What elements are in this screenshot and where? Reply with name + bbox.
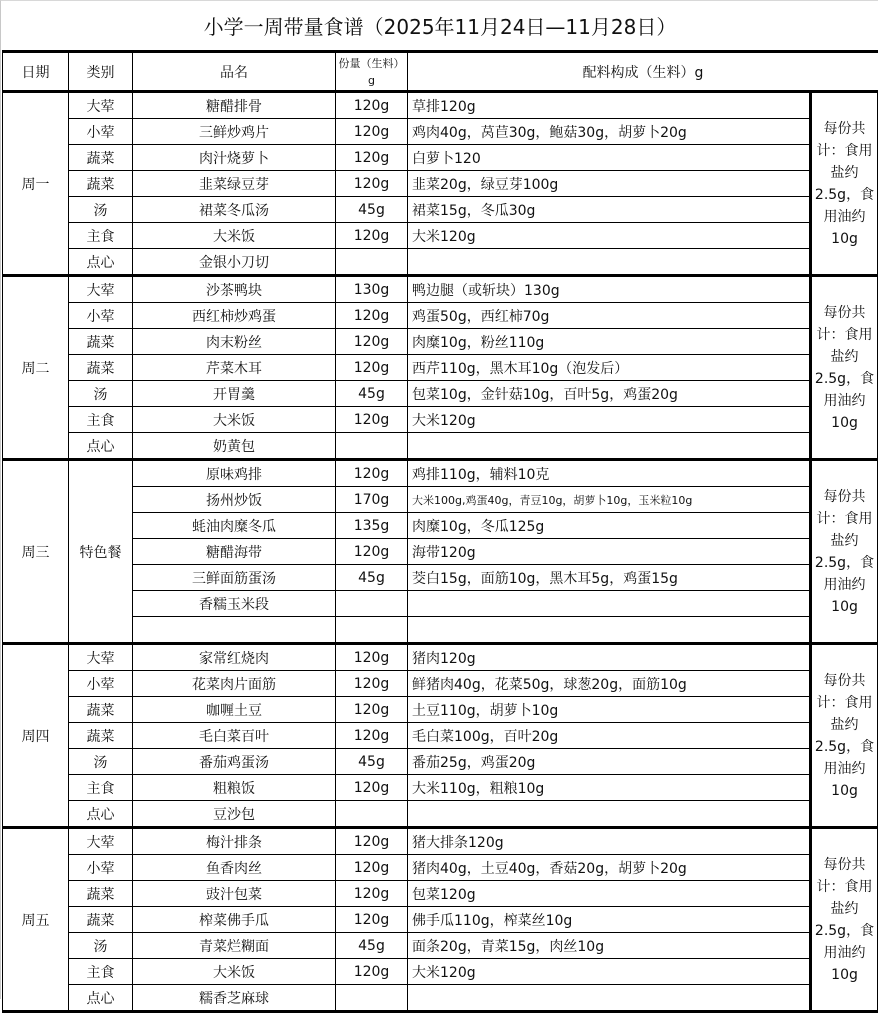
dish-cell: 扬州炒饭: [133, 487, 336, 513]
ingredients-cell: 番茄25g，鸡蛋20g: [408, 749, 811, 775]
portion-cell: 120g: [336, 119, 408, 145]
table-row: [3, 381, 878, 407]
category-cell: 小荤: [69, 671, 133, 697]
ingredients-cell: 白萝卜120: [408, 145, 811, 171]
dish-cell: 粗粮饭: [133, 775, 336, 801]
day-cell: 周五: [3, 828, 69, 1012]
ingredients-cell: 猪肉40g，土豆40g，香菇20g，胡萝卜20g: [408, 855, 811, 881]
category-cell: 大荤: [69, 92, 133, 119]
dish-cell: 裙菜冬瓜汤: [133, 197, 336, 223]
ingredients-cell: [408, 591, 811, 617]
portion-cell: 120g: [336, 775, 408, 801]
seasoning-note: 每份共计：食用盐约2.5g，食用油约10g: [811, 460, 878, 644]
ingredients-cell: 草排120g: [408, 92, 811, 119]
table-row: [3, 591, 878, 617]
table-row: [3, 197, 878, 223]
category-cell: 大荤: [69, 828, 133, 855]
dish-cell: 大米饭: [133, 959, 336, 985]
ingredients-cell: [408, 985, 811, 1012]
portion-cell: 120g: [336, 355, 408, 381]
ingredients-cell: 毛白菜100g，百叶20g: [408, 723, 811, 749]
table-row: [3, 907, 878, 933]
category-cell: 特色餐: [69, 460, 133, 644]
portion-cell: 120g: [336, 959, 408, 985]
category-cell: 点心: [69, 433, 133, 460]
header-row: [3, 52, 878, 92]
category-cell: 蔬菜: [69, 355, 133, 381]
ingredients-cell: 大米120g: [408, 959, 811, 985]
portion-cell: 120g: [336, 828, 408, 855]
dish-cell: 奶黄包: [133, 433, 336, 460]
dish-cell: 鱼香肉丝: [133, 855, 336, 881]
category-cell: 蔬菜: [69, 171, 133, 197]
dish-cell: 肉末粉丝: [133, 329, 336, 355]
portion-cell: 120g: [336, 171, 408, 197]
dish-cell: 青菜烂糊面: [133, 933, 336, 959]
portion-cell: 120g: [336, 407, 408, 433]
day-cell: 周一: [3, 92, 69, 276]
category-cell: 蔬菜: [69, 881, 133, 907]
portion-cell: 120g: [336, 671, 408, 697]
portion-cell: [336, 591, 408, 617]
dish-cell: 芹菜木耳: [133, 355, 336, 381]
day-cell: 周四: [3, 644, 69, 828]
dish-cell: 糯香芝麻球: [133, 985, 336, 1012]
portion-cell: 120g: [336, 539, 408, 565]
portion-cell: 45g: [336, 565, 408, 591]
category-cell: 点心: [69, 985, 133, 1012]
dish-cell: 原味鸡排: [133, 460, 336, 487]
table-row: [3, 460, 878, 487]
ingredients-cell: 猪肉120g: [408, 644, 811, 671]
table-row: [3, 433, 878, 460]
ingredients-cell: 西芹110g，黑木耳10g（泡发后）: [408, 355, 811, 381]
table-row: [3, 855, 878, 881]
ingredients-cell: [408, 617, 811, 644]
dish-cell: 三鲜炒鸡片: [133, 119, 336, 145]
seasoning-note: 每份共计：食用盐约2.5g，食用油约10g: [811, 276, 878, 460]
portion-cell: 45g: [336, 381, 408, 407]
portion-cell: [336, 249, 408, 276]
category-cell: 点心: [69, 801, 133, 828]
table-row: [3, 487, 878, 513]
ingredients-cell: 大米120g: [408, 223, 811, 249]
dish-cell: 毛白菜百叶: [133, 723, 336, 749]
category-cell: 蔬菜: [69, 329, 133, 355]
table-row: [3, 775, 878, 801]
portion-cell: 120g: [336, 644, 408, 671]
category-cell: 蔬菜: [69, 723, 133, 749]
category-cell: 大荤: [69, 644, 133, 671]
category-cell: 汤: [69, 197, 133, 223]
portion-cell: [336, 617, 408, 644]
dish-cell: 三鲜面筋蛋汤: [133, 565, 336, 591]
portion-cell: 45g: [336, 197, 408, 223]
portion-cell: 120g: [336, 907, 408, 933]
dish-cell: 梅汁排条: [133, 828, 336, 855]
dish-cell: 咖喱土豆: [133, 697, 336, 723]
dish-cell: [133, 617, 336, 644]
ingredients-cell: 鸡排110g，辅料10克: [408, 460, 811, 487]
dish-cell: 西红柿炒鸡蛋: [133, 303, 336, 329]
ingredients-cell: 鸡蛋50g，西红柿70g: [408, 303, 811, 329]
portion-cell: 120g: [336, 855, 408, 881]
category-cell: 小荤: [69, 119, 133, 145]
portion-cell: 120g: [336, 697, 408, 723]
portion-cell: 120g: [336, 460, 408, 487]
portion-cell: 120g: [336, 881, 408, 907]
portion-cell: 120g: [336, 145, 408, 171]
dish-cell: 糖醋海带: [133, 539, 336, 565]
category-cell: 小荤: [69, 855, 133, 881]
category-cell: 点心: [69, 249, 133, 276]
portion-cell: 120g: [336, 303, 408, 329]
seasoning-note: 每份共计：食用盐约2.5g，食用油约10g: [811, 828, 878, 1012]
table-row: [3, 881, 878, 907]
ingredients-cell: [408, 433, 811, 460]
table-row: [3, 249, 878, 276]
category-cell: 汤: [69, 749, 133, 775]
portion-cell: [336, 801, 408, 828]
ingredients-cell: 海带120g: [408, 539, 811, 565]
table-row: [3, 171, 878, 197]
category-cell: 蔬菜: [69, 145, 133, 171]
seasoning-note: 每份共计：食用盐约2.5g，食用油约10g: [811, 644, 878, 828]
weekly-menu-table: [2, 50, 878, 1013]
day-cell: 周三: [3, 460, 69, 644]
table-row: [3, 276, 878, 303]
table-row: [3, 513, 878, 539]
category-cell: 汤: [69, 933, 133, 959]
portion-cell: 45g: [336, 749, 408, 775]
table-row: [3, 407, 878, 433]
table-row: [3, 303, 878, 329]
table-row: [3, 959, 878, 985]
dish-cell: 豉汁包菜: [133, 881, 336, 907]
header-date: 日期: [3, 52, 69, 92]
category-cell: 主食: [69, 959, 133, 985]
page-title: 小学一周带量食谱（2025年11月24日—11月28日）: [1, 1, 878, 50]
ingredients-cell: 土豆110g，胡萝卜10g: [408, 697, 811, 723]
menu-body: [3, 92, 878, 1012]
ingredients-cell: 面条20g，青菜15g，肉丝10g: [408, 933, 811, 959]
ingredients-cell: 鲜猪肉40g，花菜50g，球葱20g，面筋10g: [408, 671, 811, 697]
table-row: [3, 671, 878, 697]
ingredients-cell: [408, 249, 811, 276]
category-cell: 主食: [69, 775, 133, 801]
dish-cell: 榨菜佛手瓜: [133, 907, 336, 933]
ingredients-cell: 包菜10g，金针菇10g，百叶5g，鸡蛋20g: [408, 381, 811, 407]
category-cell: 蔬菜: [69, 907, 133, 933]
portion-cell: 120g: [336, 329, 408, 355]
portion-cell: 45g: [336, 933, 408, 959]
ingredients-cell: 裙菜15g，冬瓜30g: [408, 197, 811, 223]
portion-cell: [336, 985, 408, 1012]
header-dish: 品名: [133, 52, 336, 92]
ingredients-cell: 肉糜10g，冬瓜125g: [408, 513, 811, 539]
table-row: [3, 723, 878, 749]
dish-cell: 花菜肉片面筋: [133, 671, 336, 697]
table-row: [3, 801, 878, 828]
ingredients-cell: 肉糜10g，粉丝110g: [408, 329, 811, 355]
ingredients-cell: 鸭边腿（或斩块）130g: [408, 276, 811, 303]
ingredients-cell: 鸡肉40g，莴苣30g，鲍菇30g，胡萝卜20g: [408, 119, 811, 145]
table-row: [3, 617, 878, 644]
dish-cell: 香糯玉米段: [133, 591, 336, 617]
dish-cell: 大米饭: [133, 223, 336, 249]
ingredients-cell: 韭菜20g，绿豆芽100g: [408, 171, 811, 197]
dish-cell: 大米饭: [133, 407, 336, 433]
ingredients-cell: 佛手瓜110g，榨菜丝10g: [408, 907, 811, 933]
ingredients-cell: [408, 801, 811, 828]
portion-cell: 120g: [336, 723, 408, 749]
dish-cell: 金银小刀切: [133, 249, 336, 276]
table-row: [3, 355, 878, 381]
table-row: [3, 329, 878, 355]
portion-cell: 135g: [336, 513, 408, 539]
table-row: [3, 828, 878, 855]
dish-cell: 豆沙包: [133, 801, 336, 828]
portion-cell: 120g: [336, 92, 408, 119]
table-row: [3, 92, 878, 119]
category-cell: 大荤: [69, 276, 133, 303]
table-row: [3, 697, 878, 723]
dish-cell: 蚝油肉糜冬瓜: [133, 513, 336, 539]
table-row: [3, 223, 878, 249]
dish-cell: 沙茶鸭块: [133, 276, 336, 303]
dish-cell: 番茄鸡蛋汤: [133, 749, 336, 775]
dish-cell: 开胃羹: [133, 381, 336, 407]
table-row: [3, 644, 878, 671]
portion-cell: 170g: [336, 487, 408, 513]
ingredients-cell: 大米120g: [408, 407, 811, 433]
header-category: 类别: [69, 52, 133, 92]
ingredients-cell: 茭白15g，面筋10g，黑木耳5g，鸡蛋15g: [408, 565, 811, 591]
dish-cell: 韭菜绿豆芽: [133, 171, 336, 197]
dish-cell: 糖醋排骨: [133, 92, 336, 119]
table-row: [3, 145, 878, 171]
table-row: [3, 985, 878, 1012]
dish-cell: 肉汁烧萝卜: [133, 145, 336, 171]
header-portion: 份量（生料）g: [336, 52, 408, 92]
dish-cell: 家常红烧肉: [133, 644, 336, 671]
portion-cell: [336, 433, 408, 460]
table-row: [3, 565, 878, 591]
category-cell: 主食: [69, 407, 133, 433]
seasoning-note: 每份共计：食用盐约2.5g，食用油约10g: [811, 92, 878, 276]
ingredients-cell: 包菜120g: [408, 881, 811, 907]
ingredients-cell: 大米110g，粗粮10g: [408, 775, 811, 801]
category-cell: 蔬菜: [69, 697, 133, 723]
day-cell: 周二: [3, 276, 69, 460]
header-ingredients: 配料构成（生料）g: [408, 52, 878, 92]
table-row: [3, 933, 878, 959]
category-cell: 小荤: [69, 303, 133, 329]
category-cell: 汤: [69, 381, 133, 407]
table-row: [3, 749, 878, 775]
table-row: [3, 539, 878, 565]
ingredients-cell: 猪大排条120g: [408, 828, 811, 855]
category-cell: 主食: [69, 223, 133, 249]
ingredients-cell: 大米100g,鸡蛋40g，青豆10g，胡萝卜10g，玉米粒10g: [408, 487, 811, 513]
portion-cell: 120g: [336, 223, 408, 249]
table-row: [3, 119, 878, 145]
portion-cell: 130g: [336, 276, 408, 303]
